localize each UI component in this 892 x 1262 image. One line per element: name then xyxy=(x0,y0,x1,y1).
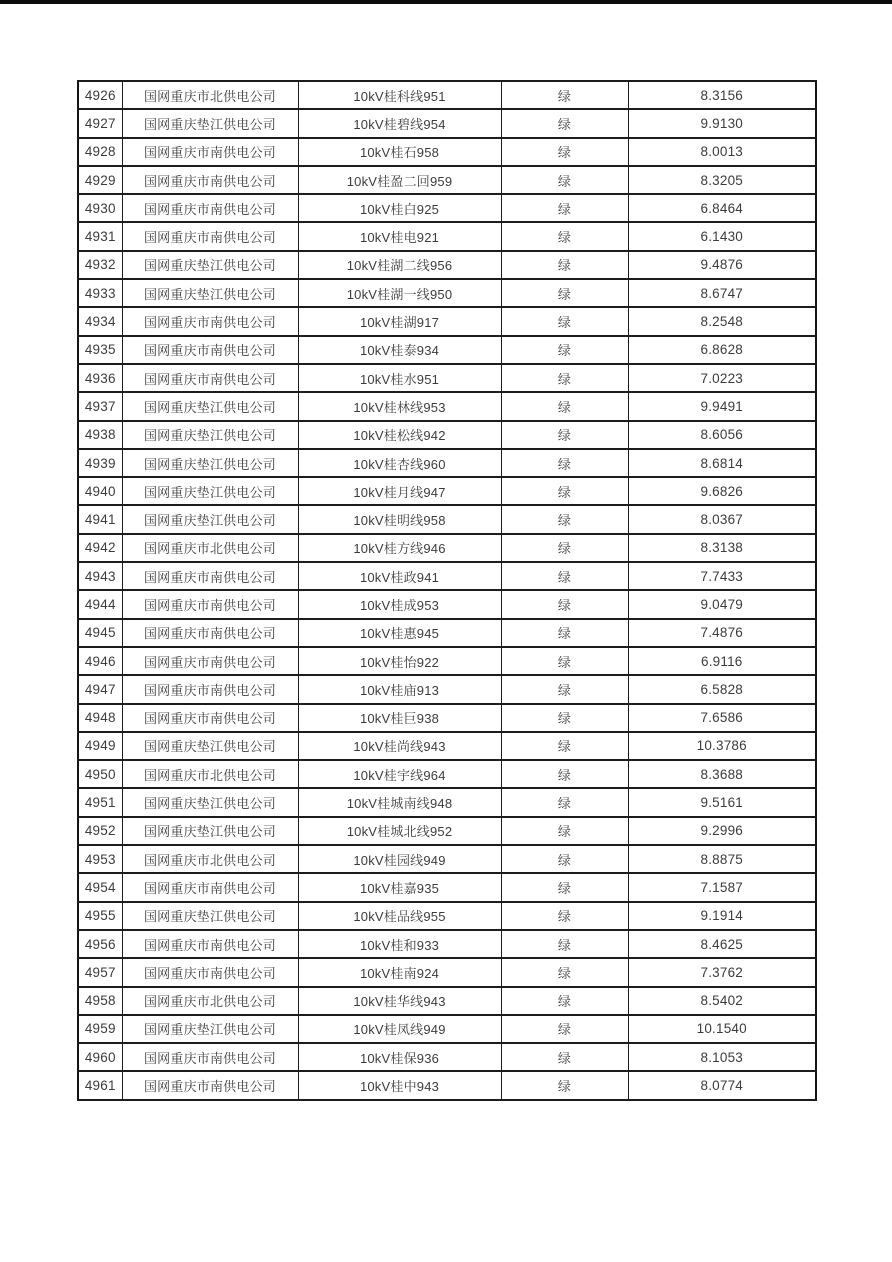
table-row xyxy=(78,81,816,109)
company-cell: 国网重庆市北供电公司 xyxy=(122,81,298,109)
table-row xyxy=(78,958,816,986)
status-cell: 绿 xyxy=(501,817,628,845)
company-cell: 国网重庆市南供电公司 xyxy=(122,194,298,222)
row-number-cell: 4951 xyxy=(78,788,122,816)
company-cell: 国网重庆垫江供电公司 xyxy=(122,788,298,816)
table-row xyxy=(78,704,816,732)
line-name-cell: 10kV桂城北线952 xyxy=(298,817,501,845)
value-cell: 7.1587 xyxy=(628,873,816,901)
company-cell: 国网重庆垫江供电公司 xyxy=(122,449,298,477)
company-cell: 国网重庆市南供电公司 xyxy=(122,138,298,166)
value-cell: 8.6747 xyxy=(628,279,816,307)
value-cell: 8.8875 xyxy=(628,845,816,873)
value-cell: 6.1430 xyxy=(628,222,816,250)
line-name-cell: 10kV桂尚线943 xyxy=(298,732,501,760)
status-cell: 绿 xyxy=(501,845,628,873)
line-name-cell: 10kV桂宇线964 xyxy=(298,760,501,788)
table-row xyxy=(78,1043,816,1071)
table-row xyxy=(78,647,816,675)
row-number-cell: 4941 xyxy=(78,505,122,533)
value-cell: 9.2996 xyxy=(628,817,816,845)
line-name-cell: 10kV桂园线949 xyxy=(298,845,501,873)
status-cell: 绿 xyxy=(501,873,628,901)
company-cell: 国网重庆市南供电公司 xyxy=(122,873,298,901)
line-name-cell: 10kV桂明线958 xyxy=(298,505,501,533)
company-cell: 国网重庆市南供电公司 xyxy=(122,675,298,703)
company-cell: 国网重庆市北供电公司 xyxy=(122,534,298,562)
table-row xyxy=(78,788,816,816)
row-number-cell: 4939 xyxy=(78,449,122,477)
company-cell: 国网重庆市南供电公司 xyxy=(122,704,298,732)
company-cell: 国网重庆垫江供电公司 xyxy=(122,505,298,533)
status-cell: 绿 xyxy=(501,704,628,732)
line-name-cell: 10kV桂方线946 xyxy=(298,534,501,562)
company-cell: 国网重庆垫江供电公司 xyxy=(122,279,298,307)
table-row xyxy=(78,1015,816,1043)
status-cell: 绿 xyxy=(501,279,628,307)
company-cell: 国网重庆市南供电公司 xyxy=(122,590,298,618)
page-top-edge xyxy=(0,0,892,4)
company-cell: 国网重庆市南供电公司 xyxy=(122,1071,298,1099)
row-number-cell: 4956 xyxy=(78,930,122,958)
status-cell: 绿 xyxy=(501,251,628,279)
line-name-cell: 10kV桂中943 xyxy=(298,1071,501,1099)
row-number-cell: 4943 xyxy=(78,562,122,590)
line-name-cell: 10kV桂惠945 xyxy=(298,619,501,647)
value-cell: 8.3205 xyxy=(628,166,816,194)
status-cell: 绿 xyxy=(501,222,628,250)
row-number-cell: 4961 xyxy=(78,1071,122,1099)
status-cell: 绿 xyxy=(501,336,628,364)
value-cell: 8.0013 xyxy=(628,138,816,166)
company-cell: 国网重庆垫江供电公司 xyxy=(122,477,298,505)
status-cell: 绿 xyxy=(501,760,628,788)
value-cell: 6.8464 xyxy=(628,194,816,222)
status-cell: 绿 xyxy=(501,109,628,137)
company-cell: 国网重庆市南供电公司 xyxy=(122,336,298,364)
line-name-cell: 10kV桂凤线949 xyxy=(298,1015,501,1043)
company-cell: 国网重庆垫江供电公司 xyxy=(122,251,298,279)
value-cell: 9.9130 xyxy=(628,109,816,137)
table-row xyxy=(78,873,816,901)
line-name-cell: 10kV桂巨938 xyxy=(298,704,501,732)
table-row xyxy=(78,194,816,222)
line-name-cell: 10kV桂湖二线956 xyxy=(298,251,501,279)
company-cell: 国网重庆市南供电公司 xyxy=(122,958,298,986)
table-row xyxy=(78,109,816,137)
company-cell: 国网重庆市北供电公司 xyxy=(122,845,298,873)
row-number-cell: 4947 xyxy=(78,675,122,703)
company-cell: 国网重庆市南供电公司 xyxy=(122,166,298,194)
status-cell: 绿 xyxy=(501,675,628,703)
table-row xyxy=(78,251,816,279)
value-cell: 8.4625 xyxy=(628,930,816,958)
table-row xyxy=(78,930,816,958)
row-number-cell: 4948 xyxy=(78,704,122,732)
row-number-cell: 4937 xyxy=(78,392,122,420)
value-cell: 10.1540 xyxy=(628,1015,816,1043)
line-name-cell: 10kV桂成953 xyxy=(298,590,501,618)
value-cell: 9.5161 xyxy=(628,788,816,816)
status-cell: 绿 xyxy=(501,138,628,166)
table-row xyxy=(78,307,816,335)
row-number-cell: 4953 xyxy=(78,845,122,873)
status-cell: 绿 xyxy=(501,732,628,760)
line-name-cell: 10kV桂白925 xyxy=(298,194,501,222)
line-name-cell: 10kV桂品线955 xyxy=(298,902,501,930)
table-row xyxy=(78,138,816,166)
row-number-cell: 4930 xyxy=(78,194,122,222)
value-cell: 7.4876 xyxy=(628,619,816,647)
value-cell: 6.8628 xyxy=(628,336,816,364)
status-cell: 绿 xyxy=(501,647,628,675)
row-number-cell: 4935 xyxy=(78,336,122,364)
line-name-cell: 10kV桂泰934 xyxy=(298,336,501,364)
value-cell: 9.9491 xyxy=(628,392,816,420)
table-row xyxy=(78,845,816,873)
table-row xyxy=(78,392,816,420)
table-row xyxy=(78,675,816,703)
line-name-cell: 10kV桂盈二回959 xyxy=(298,166,501,194)
status-cell: 绿 xyxy=(501,590,628,618)
company-cell: 国网重庆市南供电公司 xyxy=(122,222,298,250)
status-cell: 绿 xyxy=(501,902,628,930)
company-cell: 国网重庆垫江供电公司 xyxy=(122,817,298,845)
company-cell: 国网重庆市南供电公司 xyxy=(122,647,298,675)
status-cell: 绿 xyxy=(501,392,628,420)
row-number-cell: 4955 xyxy=(78,902,122,930)
value-cell: 8.1053 xyxy=(628,1043,816,1071)
company-cell: 国网重庆垫江供电公司 xyxy=(122,732,298,760)
status-cell: 绿 xyxy=(501,1015,628,1043)
status-cell: 绿 xyxy=(501,788,628,816)
line-name-cell: 10kV桂湖一线950 xyxy=(298,279,501,307)
value-cell: 8.3688 xyxy=(628,760,816,788)
value-cell: 7.7433 xyxy=(628,562,816,590)
status-cell: 绿 xyxy=(501,987,628,1015)
row-number-cell: 4926 xyxy=(78,81,122,109)
line-name-cell: 10kV桂南924 xyxy=(298,958,501,986)
row-number-cell: 4931 xyxy=(78,222,122,250)
line-name-cell: 10kV桂电921 xyxy=(298,222,501,250)
line-name-cell: 10kV桂怡922 xyxy=(298,647,501,675)
table-row xyxy=(78,562,816,590)
value-cell: 10.3786 xyxy=(628,732,816,760)
row-number-cell: 4945 xyxy=(78,619,122,647)
row-number-cell: 4958 xyxy=(78,987,122,1015)
value-cell: 6.9116 xyxy=(628,647,816,675)
row-number-cell: 4934 xyxy=(78,307,122,335)
row-number-cell: 4927 xyxy=(78,109,122,137)
line-name-cell: 10kV桂月线947 xyxy=(298,477,501,505)
status-cell: 绿 xyxy=(501,194,628,222)
table-row xyxy=(78,987,816,1015)
value-cell: 9.0479 xyxy=(628,590,816,618)
status-cell: 绿 xyxy=(501,930,628,958)
status-cell: 绿 xyxy=(501,307,628,335)
table-row xyxy=(78,902,816,930)
status-cell: 绿 xyxy=(501,505,628,533)
row-number-cell: 4952 xyxy=(78,817,122,845)
line-name-cell: 10kV桂林线953 xyxy=(298,392,501,420)
value-cell: 8.3156 xyxy=(628,81,816,109)
table-row xyxy=(78,166,816,194)
company-cell: 国网重庆垫江供电公司 xyxy=(122,109,298,137)
value-cell: 8.5402 xyxy=(628,987,816,1015)
company-cell: 国网重庆市南供电公司 xyxy=(122,930,298,958)
row-number-cell: 4950 xyxy=(78,760,122,788)
value-cell: 7.0223 xyxy=(628,364,816,392)
line-name-cell: 10kV桂华线943 xyxy=(298,987,501,1015)
status-cell: 绿 xyxy=(501,1043,628,1071)
table-row xyxy=(78,505,816,533)
value-cell: 8.0367 xyxy=(628,505,816,533)
row-number-cell: 4933 xyxy=(78,279,122,307)
table-row xyxy=(78,279,816,307)
power-line-table xyxy=(77,80,817,1101)
line-name-cell: 10kV桂湖917 xyxy=(298,307,501,335)
table-row xyxy=(78,477,816,505)
company-cell: 国网重庆市北供电公司 xyxy=(122,760,298,788)
status-cell: 绿 xyxy=(501,619,628,647)
value-cell: 8.0774 xyxy=(628,1071,816,1099)
status-cell: 绿 xyxy=(501,958,628,986)
row-number-cell: 4946 xyxy=(78,647,122,675)
row-number-cell: 4942 xyxy=(78,534,122,562)
company-cell: 国网重庆市南供电公司 xyxy=(122,562,298,590)
table-row xyxy=(78,336,816,364)
company-cell: 国网重庆市北供电公司 xyxy=(122,987,298,1015)
status-cell: 绿 xyxy=(501,421,628,449)
line-name-cell: 10kV桂水951 xyxy=(298,364,501,392)
line-name-cell: 10kV桂和933 xyxy=(298,930,501,958)
company-cell: 国网重庆垫江供电公司 xyxy=(122,421,298,449)
line-name-cell: 10kV桂庙913 xyxy=(298,675,501,703)
table-row xyxy=(78,732,816,760)
value-cell: 8.6056 xyxy=(628,421,816,449)
line-name-cell: 10kV桂城南线948 xyxy=(298,788,501,816)
value-cell: 8.6814 xyxy=(628,449,816,477)
line-name-cell: 10kV桂政941 xyxy=(298,562,501,590)
value-cell: 7.3762 xyxy=(628,958,816,986)
value-cell: 9.6826 xyxy=(628,477,816,505)
table-row xyxy=(78,421,816,449)
row-number-cell: 4957 xyxy=(78,958,122,986)
company-cell: 国网重庆市南供电公司 xyxy=(122,1043,298,1071)
row-number-cell: 4949 xyxy=(78,732,122,760)
status-cell: 绿 xyxy=(501,477,628,505)
status-cell: 绿 xyxy=(501,449,628,477)
row-number-cell: 4938 xyxy=(78,421,122,449)
value-cell: 9.1914 xyxy=(628,902,816,930)
value-cell: 6.5828 xyxy=(628,675,816,703)
row-number-cell: 4960 xyxy=(78,1043,122,1071)
table-row xyxy=(78,619,816,647)
table-row xyxy=(78,590,816,618)
row-number-cell: 4959 xyxy=(78,1015,122,1043)
line-name-cell: 10kV桂科线951 xyxy=(298,81,501,109)
status-cell: 绿 xyxy=(501,1071,628,1099)
company-cell: 国网重庆垫江供电公司 xyxy=(122,392,298,420)
line-name-cell: 10kV桂碧线954 xyxy=(298,109,501,137)
value-cell: 8.3138 xyxy=(628,534,816,562)
table-row xyxy=(78,1071,816,1099)
status-cell: 绿 xyxy=(501,81,628,109)
status-cell: 绿 xyxy=(501,166,628,194)
value-cell: 7.6586 xyxy=(628,704,816,732)
line-name-cell: 10kV桂保936 xyxy=(298,1043,501,1071)
line-name-cell: 10kV桂石958 xyxy=(298,138,501,166)
company-cell: 国网重庆垫江供电公司 xyxy=(122,1015,298,1043)
company-cell: 国网重庆市南供电公司 xyxy=(122,307,298,335)
value-cell: 8.2548 xyxy=(628,307,816,335)
table-row xyxy=(78,760,816,788)
row-number-cell: 4928 xyxy=(78,138,122,166)
table-row xyxy=(78,222,816,250)
table-row xyxy=(78,364,816,392)
status-cell: 绿 xyxy=(501,562,628,590)
line-name-cell: 10kV桂杏线960 xyxy=(298,449,501,477)
company-cell: 国网重庆垫江供电公司 xyxy=(122,902,298,930)
table-row xyxy=(78,449,816,477)
table-body xyxy=(78,81,816,1100)
status-cell: 绿 xyxy=(501,534,628,562)
line-name-cell: 10kV桂嘉935 xyxy=(298,873,501,901)
row-number-cell: 4944 xyxy=(78,590,122,618)
value-cell: 9.4876 xyxy=(628,251,816,279)
row-number-cell: 4954 xyxy=(78,873,122,901)
status-cell: 绿 xyxy=(501,364,628,392)
table-row xyxy=(78,817,816,845)
table-row xyxy=(78,534,816,562)
row-number-cell: 4940 xyxy=(78,477,122,505)
row-number-cell: 4936 xyxy=(78,364,122,392)
row-number-cell: 4932 xyxy=(78,251,122,279)
company-cell: 国网重庆市南供电公司 xyxy=(122,619,298,647)
row-number-cell: 4929 xyxy=(78,166,122,194)
company-cell: 国网重庆市南供电公司 xyxy=(122,364,298,392)
line-name-cell: 10kV桂松线942 xyxy=(298,421,501,449)
